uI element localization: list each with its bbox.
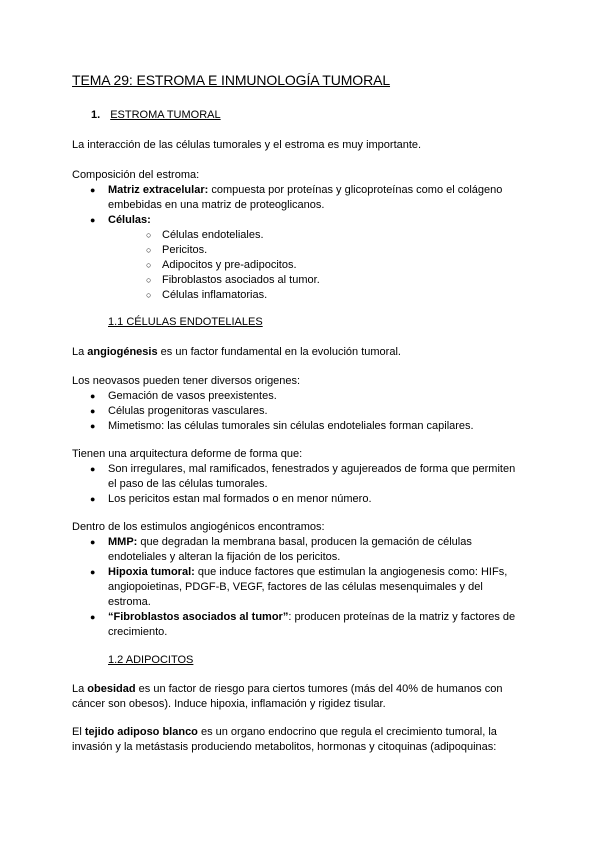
term-bold: Células:: [108, 214, 151, 226]
text: La: [72, 683, 88, 695]
estimulos-lead: Dentro de los estimulos angiogénicos encontramos:: [72, 521, 325, 533]
list-item: [90, 610, 520, 640]
intro-paragraph: La interacción de las células tumorales y el estroma es muy importante.: [72, 139, 422, 151]
text: es un factor fundamental en la evolución tumoral.: [157, 346, 401, 358]
section-label: ESTROMA TUMORAL: [110, 109, 221, 121]
sub-list-item: ○ Adipocitos y pre-adipocitos.: [146, 258, 520, 273]
neovasos-lead: Los neovasos pueden tener diversos origenes:: [72, 375, 301, 387]
arquitectura-list: [90, 462, 520, 507]
term-bold: Matriz extracelular:: [108, 184, 209, 196]
term-bold: MMP:: [108, 536, 138, 548]
item-text: que degradan la membrana basal, producen la gemación de células endoteliales y alteran la fijación de los pericitos.: [108, 536, 472, 563]
sub-list-item: ○ Células inflamatorias.: [146, 288, 520, 303]
sub-list-item: ○ Fibroblastos asociados al tumor.: [146, 273, 520, 288]
item-text: : producen proteínas de la matriz y factores de crecimiento.: [108, 611, 516, 638]
section-heading-1-1: 1.1 CÉLULAS ENDOTELIALES: [108, 316, 263, 328]
item-text: compuesta por proteínas y glicoproteínas como el colágeno embebidas en una matriz de proteoglicanos.: [108, 184, 503, 211]
list-item: [90, 213, 520, 303]
list-item: [90, 183, 520, 213]
text: La: [72, 346, 88, 358]
term-bold: “Fibroblastos asociados al tumor”: [108, 611, 289, 623]
celulas-sublist: [108, 228, 520, 303]
arquitectura-lead: Tienen una arquitectura deforme de forma que:: [72, 448, 303, 460]
tejido-paragraph: [72, 725, 532, 755]
term-bold: Hipoxia tumoral:: [108, 566, 195, 578]
term-bold: obesidad: [87, 683, 136, 695]
obesidad-paragraph: [72, 682, 532, 712]
composicion-lead: Composición del estroma:: [72, 169, 200, 181]
list-item: [90, 565, 520, 610]
list-item: ● Células progenitoras vasculares.: [90, 404, 520, 419]
text: El: [72, 726, 85, 738]
neovasos-list: [90, 389, 520, 434]
item-text: que induce factores que estimulan la angiogenesis como: HIFs, angiopoietinas, PDGF-B, VEGF, factores de las células mesenquimales y del estroma.: [108, 566, 508, 608]
angiogenesis-paragraph: [72, 345, 532, 360]
composicion-list: [90, 183, 520, 303]
list-item: ● Mimetismo: las células tumorales sin células endoteliales forman capilares.: [90, 419, 520, 434]
estimulos-list: [90, 535, 520, 640]
sub-list-item: ○ Pericitos.: [146, 243, 520, 258]
section-heading-1: [91, 109, 221, 121]
list-item: [90, 535, 520, 565]
list-item: ● Gemación de vasos preexistentes.: [90, 389, 520, 404]
sub-list-item: ○ Células endoteliales.: [146, 228, 520, 243]
text: es un organo endocrino que regula el crecimiento tumoral, la invasión y la metástasis produciendo metabolitos, hormonas y citoquinas (adipoquinas:: [72, 726, 497, 753]
term-bold: angiogénesis: [87, 346, 158, 358]
page-title: TEMA 29: ESTROMA E INMUNOLOGÍA TUMORAL: [72, 72, 391, 88]
term-bold: tejido adiposo blanco: [84, 726, 198, 738]
section-number: 1.: [91, 109, 101, 121]
text: es un factor de riesgo para ciertos tumores (más del 40% de humanos con cáncer son obesos). Induce hipoxia, inflamación y rigidez tisular.: [72, 683, 503, 710]
list-item: ● Son irregulares, mal ramificados, fenestrados y agujereados de forma que permiten el paso de las células tumorales.: [90, 462, 520, 492]
list-item: ● Los pericitos estan mal formados o en menor número.: [90, 492, 520, 507]
section-heading-1-2: 1.2 ADIPOCITOS: [108, 654, 194, 666]
